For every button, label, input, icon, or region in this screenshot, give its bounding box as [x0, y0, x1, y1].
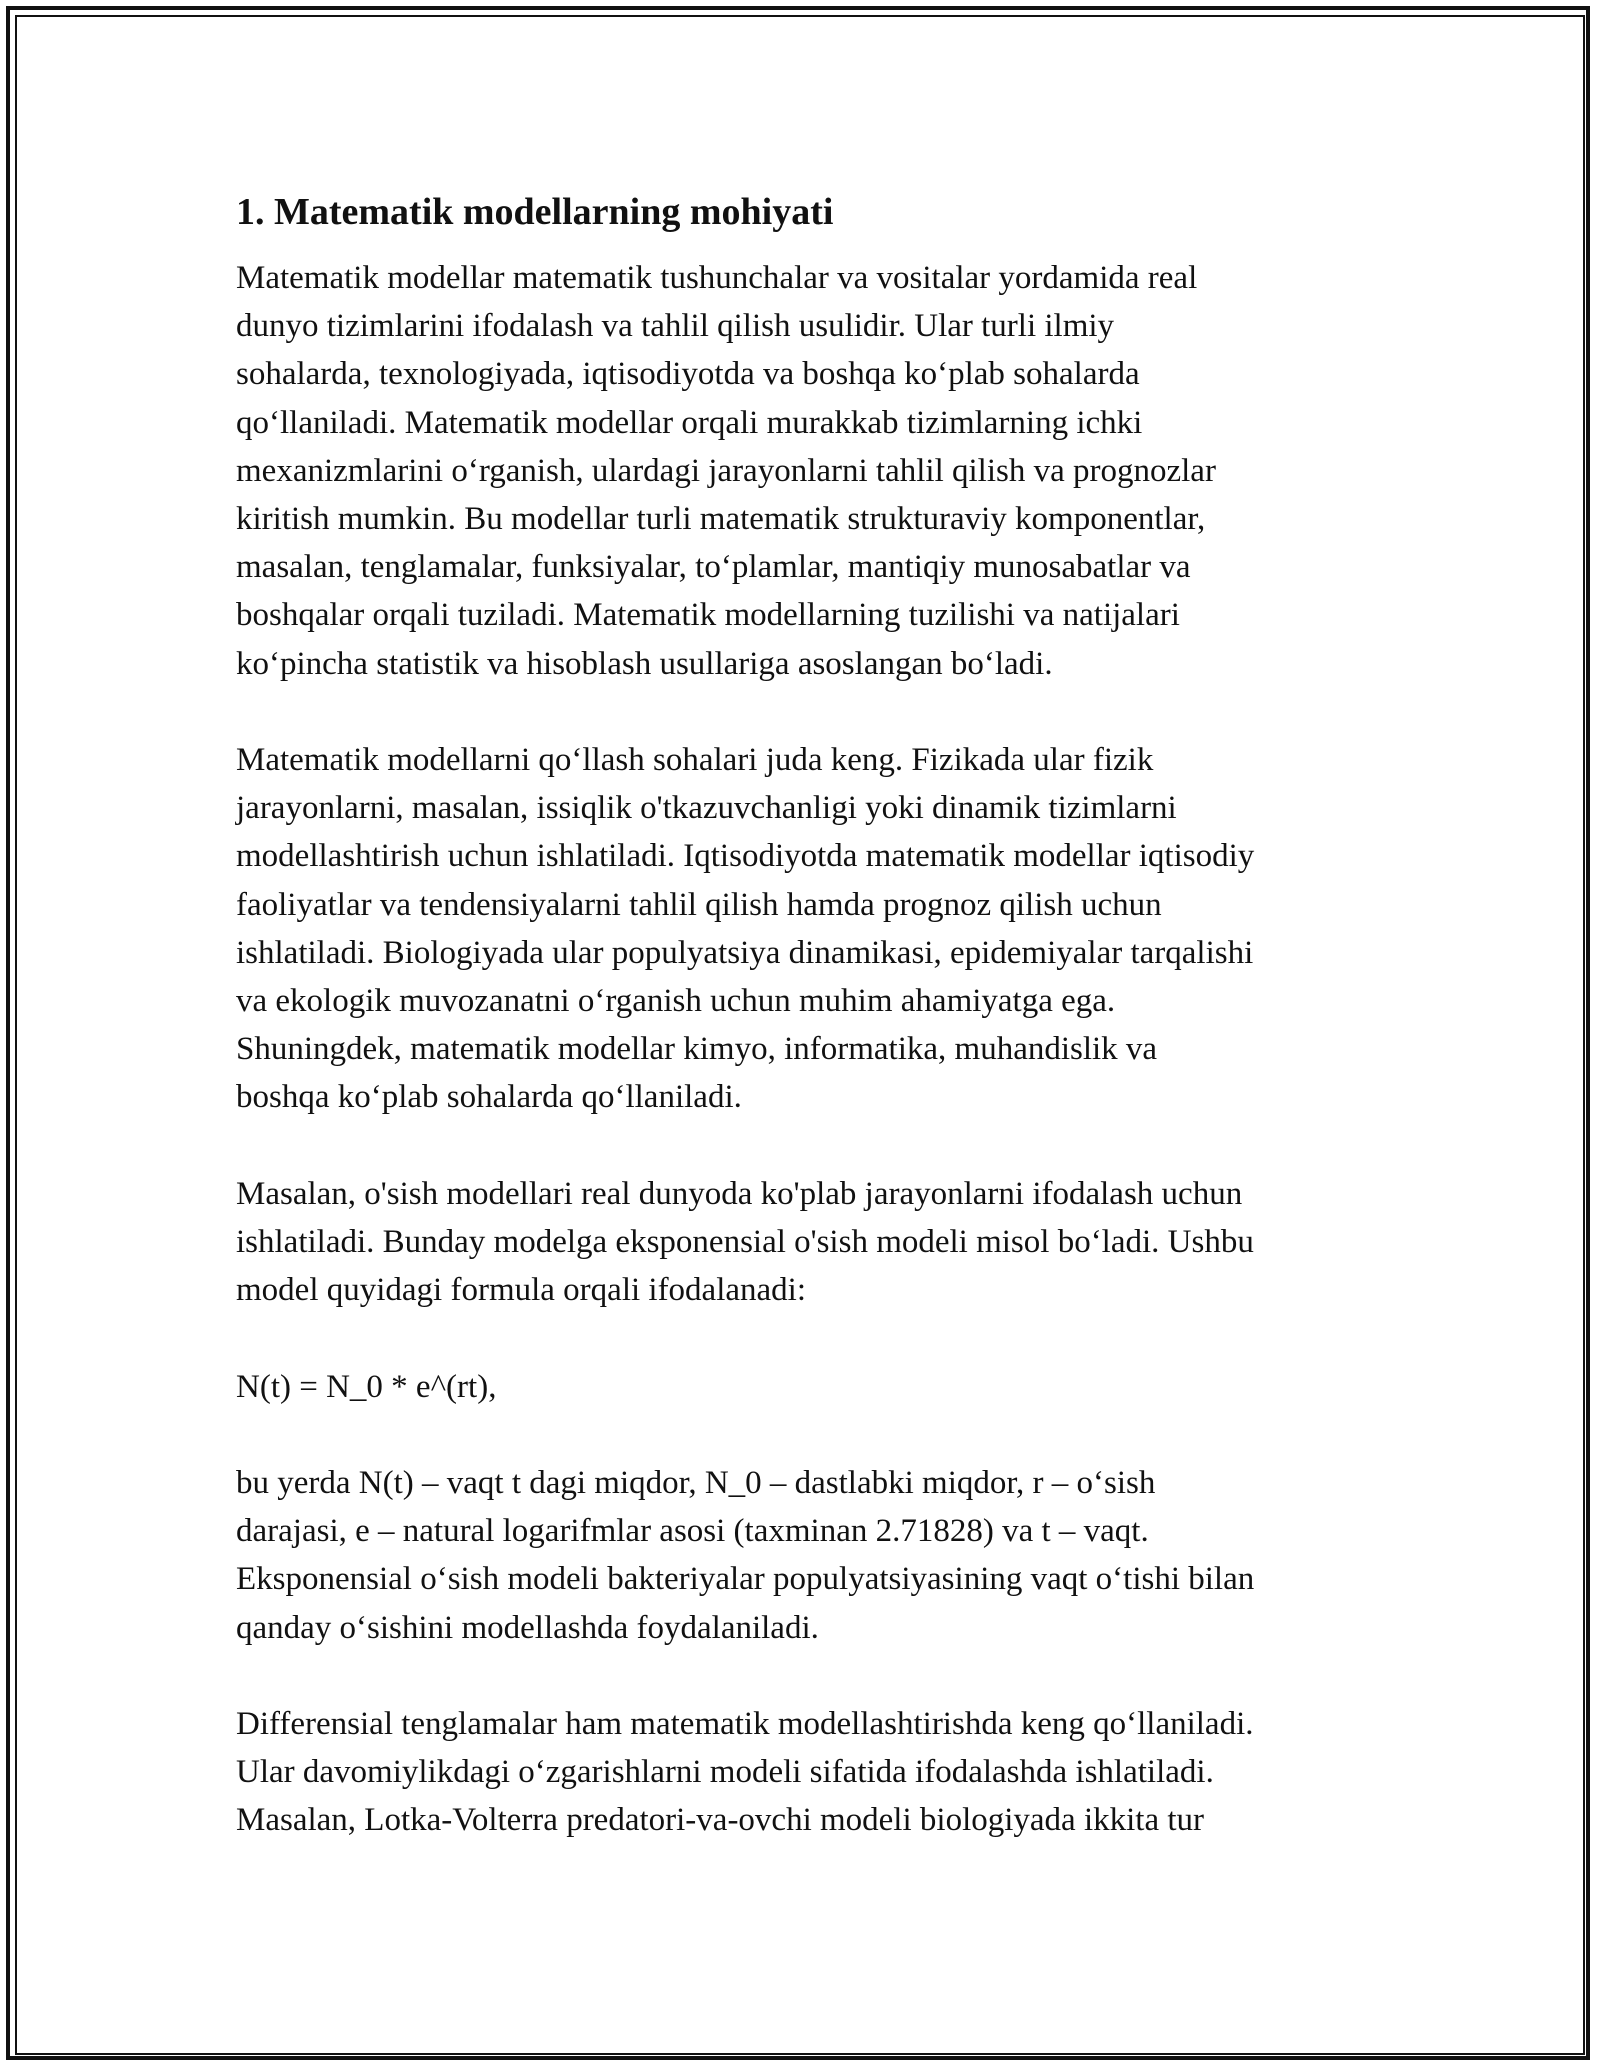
text-line: masalan, tenglamalar, funksiyalar, to‘plamlar, mantiqiy munosabatlar va: [236, 549, 1191, 586]
text-line: darajasi, e – natural logarifmlar asosi (taxminan 2.71828) va t – vaqt.: [236, 1513, 1149, 1550]
text-line: Differensial tenglamalar ham matematik modellashtirishda keng qo‘llaniladi.: [236, 1706, 1254, 1743]
text-line: qo‘llaniladi. Matematik modellar orqali murakkab tizimlarning ichki: [236, 404, 1143, 441]
text-line: model quyidagi formula orqali ifodalanadi:: [236, 1272, 807, 1309]
paragraph-gap: [236, 1314, 1386, 1362]
paragraph-applications: [236, 736, 1386, 1122]
text-line: sohalarda, texnologiyada, iqtisodiyotda va boshqa ko‘plab sohalarda: [236, 356, 1140, 393]
text-line: ishlatiladi. Bunday modelga eksponensial o'sish modeli misol bo‘ladi. Ushbu: [236, 1224, 1254, 1261]
text-line: boshqa ko‘plab sohalarda qo‘llaniladi.: [236, 1079, 742, 1116]
text-line: boshqalar orqali tuziladi. Matematik modellarning tuzilishi va natijalari: [236, 597, 1180, 634]
text-line: bu yerda N(t) – vaqt t dagi miqdor, N_0 – dastlabki miqdor, r – o‘sish: [236, 1465, 1156, 1502]
text-line: Matematik modellar matematik tushunchalar va vositalar yordamida real: [236, 260, 1198, 296]
paragraph-gap: [236, 1652, 1386, 1700]
paragraph-gap: [236, 1122, 1386, 1170]
text-line: qanday o‘sishini modellashda foydalaniladi.: [236, 1609, 819, 1646]
text-line: mexanizmlarini o‘rganish, ulardagi jarayonlarni tahlil qilish va prognozlar: [236, 452, 1216, 489]
text-line: modellashtirish uchun ishlatiladi. Iqtisodiyotda matematik modellar iqtisodiy: [236, 838, 1255, 875]
paragraph-growth-model: [236, 1170, 1386, 1315]
text-line: Masalan, Lotka-Volterra predatori-va-ovchi modeli biologiyada ikkita tur: [236, 1802, 1205, 1839]
text-line: ko‘pincha statistik va hisoblash usullariga asoslangan bo‘ladi.: [236, 645, 1053, 682]
text-line: Ular davomiylikdagi o‘zgarishlarni modeli sifatida ifodalashda ishlatiladi.: [236, 1754, 1214, 1791]
text-line: Eksponensial o‘sish modeli bakteriyalar populyatsiyasining vaqt o‘tishi bilan: [236, 1561, 1255, 1598]
text-line: kiritish mumkin. Bu modellar turli matematik strukturaviy komponentlar,: [236, 501, 1206, 538]
text-line: ishlatiladi. Biologiyada ular populyatsiya dinamikasi, epidemiyalar tarqalishi: [236, 934, 1254, 971]
text-line: Masalan, o'sish modellari real dunyoda ko'plab jarayonlarni ifodalash uchun: [236, 1175, 1243, 1212]
paragraph-differential-equations: [236, 1700, 1386, 1845]
text-line: va ekologik muvozanatni o‘rganish uchun muhim ahamiyatga ega.: [236, 983, 1116, 1020]
text-line: dunyo tizimlarini ifodalash va tahlil qilish usulidir. Ular turli ilmiy: [236, 308, 1115, 345]
paragraph-formula-explanation: [236, 1459, 1386, 1652]
text-line: jarayonlarni, masalan, issiqlik o'tkazuvchanligi yoki dinamik tizimlarni: [236, 790, 1177, 827]
section-heading: 1. Matematik modellarning mohiyati: [236, 191, 834, 233]
formula-line: N(t) = N_0 * e^(rt),: [236, 1368, 497, 1405]
formula: [236, 1363, 1386, 1411]
paragraph-intro: [236, 254, 1386, 688]
paragraph-gap: [236, 1411, 1386, 1459]
text-line: Matematik modellarni qo‘llash sohalari juda keng. Fizikada ular fizik: [236, 742, 1154, 779]
paragraph-gap: [236, 688, 1386, 736]
text-line: Shuningdek, matematik modellar kimyo, informatika, muhandislik va: [236, 1031, 1158, 1068]
document-body: [236, 186, 1386, 1845]
text-line: faoliyatlar va tendensiyalarni tahlil qilish hamda prognoz qilish uchun: [236, 886, 1162, 923]
